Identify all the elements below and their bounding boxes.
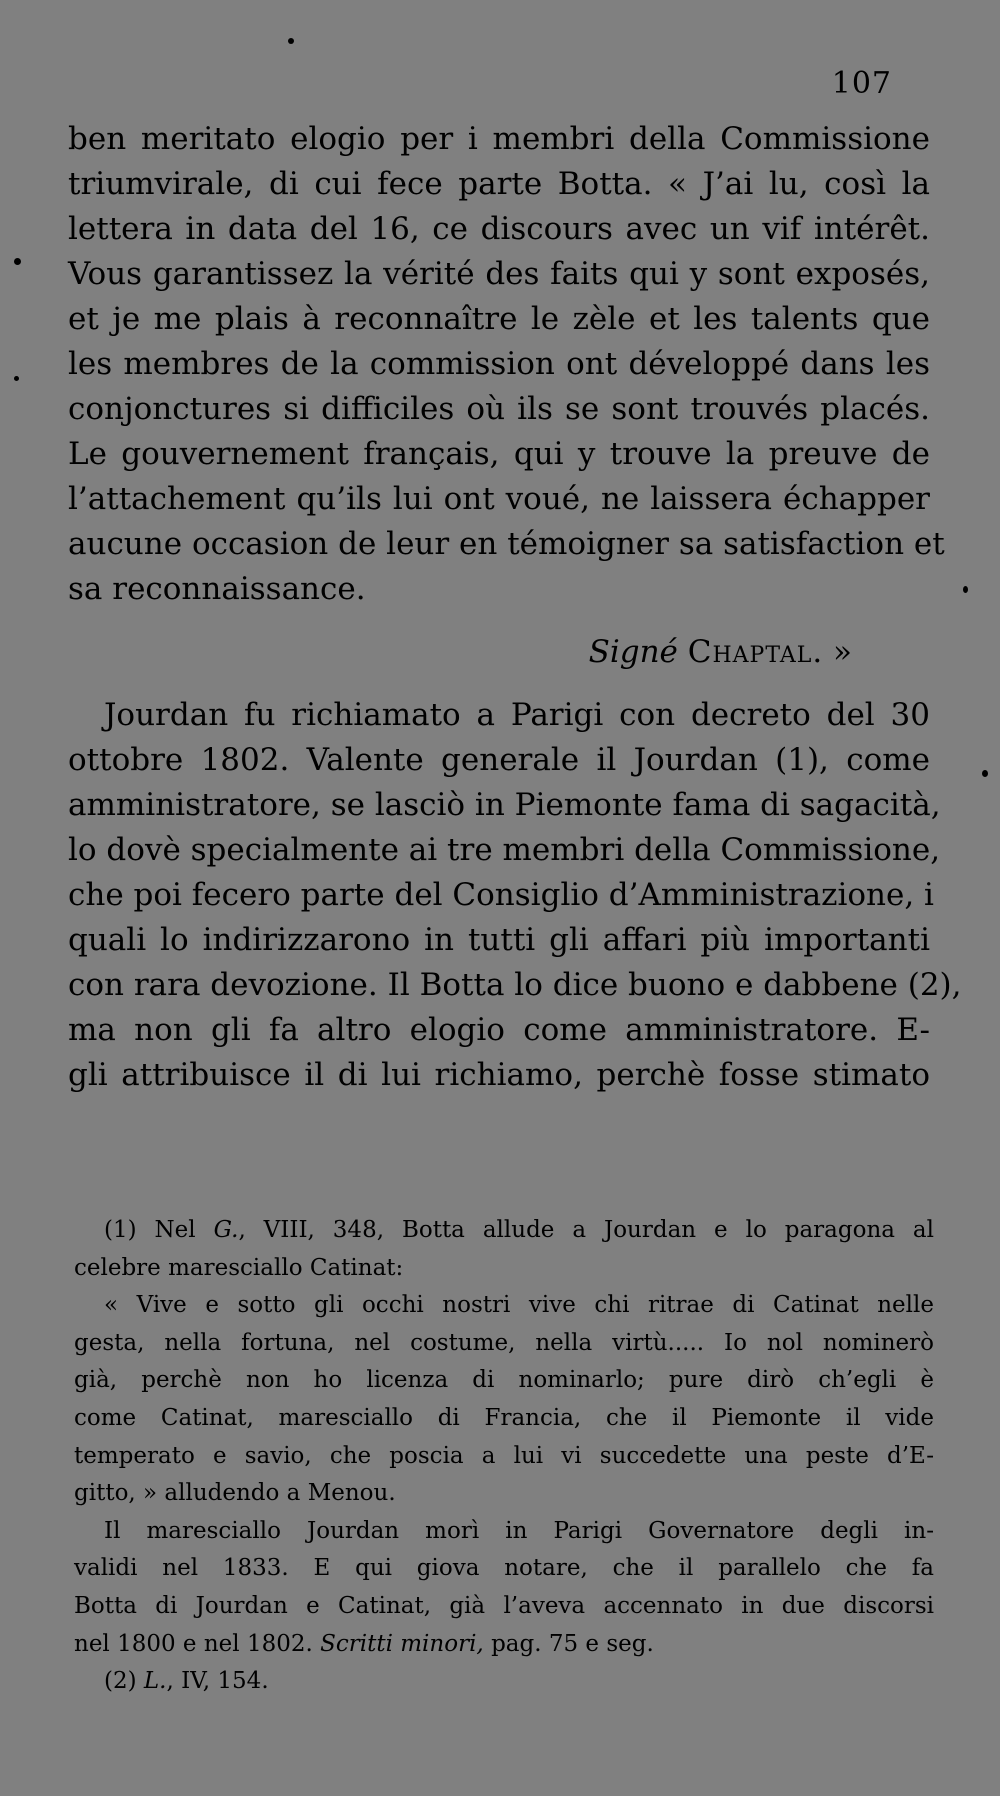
footnote-line: gitto, » alludendo a Menou. [74,1480,396,1507]
footnotes [74,1212,934,1701]
footnote-line: Il maresciallo Jourdan morì in Parigi Governatore degli in- [104,1517,934,1544]
footnote-ref: L. [143,1668,167,1695]
text-line: Vous garantissez la vérité des faits qui y sont exposés, [68,256,930,292]
text-line: aucune occasion de leur en témoigner sa satisfaction et [68,526,945,562]
footnote-title: Scritti minori, [320,1630,484,1657]
footnote-text: , IV, 154. [166,1668,269,1695]
footnote-line: già, perchè non ho licenza di nominarlo; pure dirò ch’egli è [74,1367,934,1394]
page-number: 107 [831,66,892,101]
text-line: l’attachement qu’ils lui ont voué, ne laissera échapper [68,481,930,517]
scan-speck [288,38,294,44]
footnote-number: (1) [104,1217,137,1243]
text-line: et je me plais à reconnaître le zèle et les talents que [68,301,930,337]
text-line: con rara devozione. Il Botta lo dice buono e dabbene (2), [68,967,962,1003]
footnote-line [74,1212,934,1250]
footnote-text: pag. 75 e seg. [491,1630,654,1657]
scan-speck [963,586,968,593]
closing-quote: » [833,634,852,670]
signature [68,630,930,675]
scan-speck [14,376,19,381]
footnote-line: validi nel 1833. E qui giova notare, che il parallelo che fa [74,1555,934,1582]
footnote-line: « Vive e sotto gli occhi nostri vive chi ritrae di Catinat nelle [104,1292,934,1319]
footnote-number: (2) [104,1668,137,1695]
footnote-line [74,1663,934,1701]
text-line: les membres de la commission ont développé dans les [68,346,930,382]
footnote-text: nel 1800 e nel 1802. [74,1630,313,1657]
footnote-text: Nel [154,1217,196,1243]
text-line: conjonctures si difficiles où ils se sont trouvés placés. [68,391,930,427]
text-line: ma non gli fa altro elogio come amministratore. E- [68,1012,930,1048]
text-line: amministratore, se lasciò in Piemonte fama di sagacità, [68,787,941,823]
text-line: triumvirale, di cui fece parte Botta. « J’ai lu, così la [68,166,930,202]
text-line: sa reconnaissance. [68,571,366,607]
text-line: gli attribuisce il di lui richiamo, perchè fosse stimato [68,1057,930,1093]
footnote-line: gesta, nella fortuna, nel costume, nella virtù..... Io nol nominerò [74,1329,934,1356]
footnote-line [74,1626,934,1664]
text-line: ottobre 1802. Valente generale il Jourdan (1), come [68,742,930,778]
text-line: Le gouvernement français, qui y trouve la preuve de [68,436,930,472]
text-line: lo dovè specialmente ai tre membri della Commissione, [68,832,941,868]
footnote-text: , VIII, 348, Botta allude a Jourdan e lo paragona al [238,1217,934,1243]
text-line: ben meritato elogio per i membri della Commissione [68,121,930,157]
footnote-ref: G. [213,1217,239,1243]
text-line: che poi fecero parte del Consiglio d’Amministrazione, i [68,877,934,913]
footnote-line: come Catinat, maresciallo di Francia, che il Piemonte il vide [74,1404,934,1431]
signature-name: Chaptal. [687,634,824,670]
text-line: lettera in data del 16, ce discours avec un vif intérêt. [68,211,930,247]
text-line: Jourdan fu richiamato a Parigi con decreto del 30 [104,697,930,733]
footnote-line: temperato e savio, che poscia a lui vi succedette una peste d’E- [74,1442,934,1469]
main-text [68,117,962,1098]
signature-signed: Signé [588,634,678,670]
text-line: quali lo indirizzarono in tutti gli affari più importanti [68,922,930,958]
scan-speck [14,258,21,265]
footnote-line: Botta di Jourdan e Catinat, già l’aveva accennato in due discorsi [74,1592,934,1619]
scan-speck [982,770,988,777]
footnote-line: celebre maresciallo Catinat: [74,1254,404,1281]
